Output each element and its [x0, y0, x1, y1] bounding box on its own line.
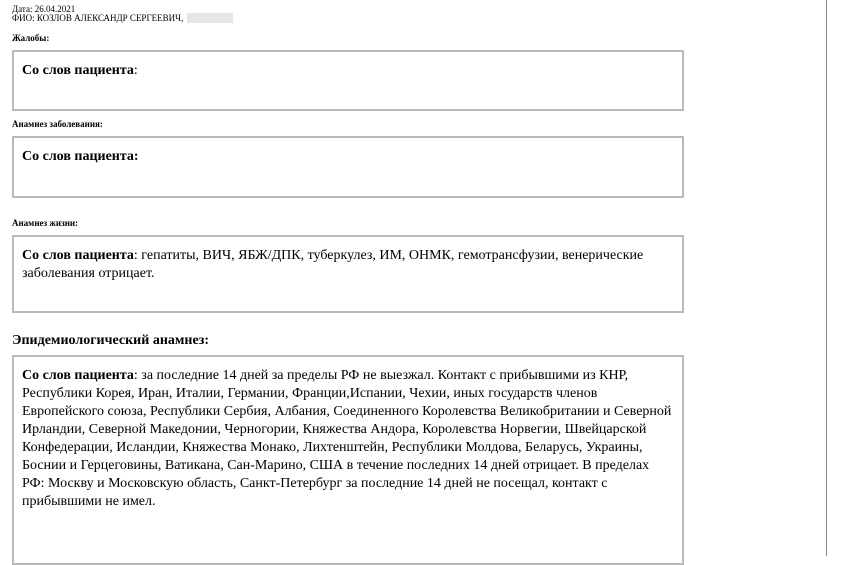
complaints-lead: Со слов пациента [22, 63, 134, 78]
life-history-text: : гепатиты, ВИЧ, ЯБЖ/ДПК, туберкулез, ИМ, ОНМК, гемотрансфузии, венерические заболевания отрицает. [22, 248, 644, 281]
epid-history-label: Эпидемиологический анамнез: [12, 333, 209, 348]
redacted-block [187, 13, 233, 23]
patient-name: ФИО: КОЗЛОВ АЛЕКСАНДР СЕРГЕЕВИЧ, [12, 13, 184, 23]
complaints-box [12, 50, 684, 111]
complaints-label: Жалобы: [12, 33, 50, 43]
epid-history-box [12, 355, 684, 565]
complaints-text: : [133, 63, 138, 78]
life-history-label: Анамнез жизни: [12, 218, 79, 228]
epid-history-text: : за последние 14 дней за пределы РФ не выезжал. Контакт с прибывшими из КНР, Республики Корея, Иран, Италии, Германии, Франции,Испании, Чехии, иных государств членов Европейского союза, Республики Сербия, Албания, Соединенного Королевства Великобритании и Северной Ирландии, Северной Македонии, Черногории, Княжества Андора, Королевства Норвегии, Швейцарской Конфедерации, Исландии, Княжества Монако, Лихтенштейн, Республики Молдова, Беларусь, Украины, Боснии и Герцеговины, Ватикана, Сан-Марино, США в течение последних 14 дней отрицает. В пределах РФ: Москву и Московскую область, Санкт-Петербург за последние 14 дней не посещал, контакт с прибывшими не имел. [22, 368, 672, 509]
patient-name-line [12, 13, 233, 23]
visit-date: Дата: 26.04.2021 [12, 4, 76, 14]
epid-history-lead: Со слов пациента [22, 368, 134, 383]
disease-history-box [12, 136, 684, 198]
life-history-box [12, 235, 684, 313]
life-history-lead: Со слов пациента [22, 248, 134, 263]
window-right-edge [826, 0, 845, 556]
disease-history-label: Анамнез заболевания: [12, 119, 103, 129]
disease-history-lead: Со слов пациента: [22, 149, 139, 164]
